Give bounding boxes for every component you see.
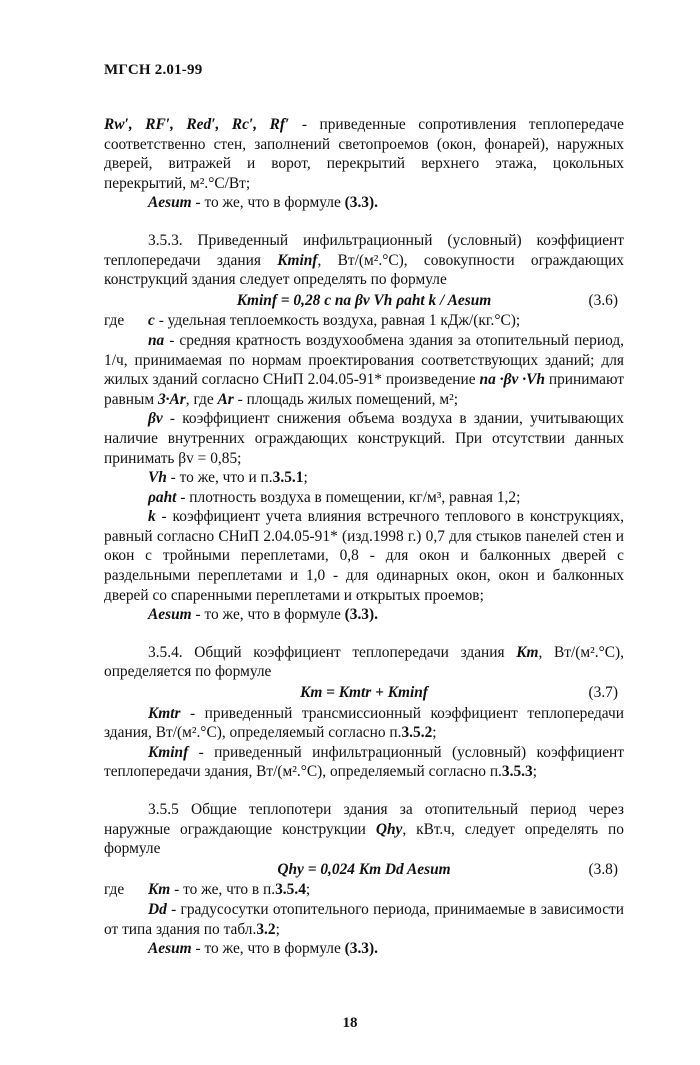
kinf-symbol: Kminf <box>148 743 189 761</box>
formula-3-6 <box>104 291 624 311</box>
ktr-end: ; <box>432 724 437 742</box>
aesum-note-text: - то же, что в формуле <box>191 606 345 624</box>
km-symbol: Km <box>516 643 539 661</box>
formula-ref: (3.3). <box>344 194 378 212</box>
na-text-2: принимают равным <box>104 371 624 408</box>
ktr-ref: 3.5.2 <box>401 724 433 742</box>
section-text-2: , кВт.ч, следует определять по формуле <box>104 820 624 858</box>
formula-text: Kminf = 0,28 c na βv Vh ρaht k / Aesum <box>236 291 492 309</box>
resistances-paragraph <box>104 115 624 193</box>
section-text: Общие теплопотери здания за отопительный период через наружные ограждающие конструкции <box>104 801 624 838</box>
formula-3-7 <box>104 683 624 703</box>
vh-symbol: Vh <box>148 469 167 487</box>
resistance-symbols: Rw′, RF′, Red′, Rc′, Rf′ <box>104 116 290 133</box>
rho-text: - плотность воздуха в помещении, кг/м³, равная 1,2; <box>176 488 521 506</box>
km-end: ; <box>305 881 311 899</box>
formula-ref: (3.3). <box>344 940 378 958</box>
section-number: 3.5.5 <box>148 801 179 818</box>
section-number: 3.5.3. <box>148 231 183 249</box>
section-text-2: , Вт/(м².°С), определяется по формуле <box>104 643 624 681</box>
k-text: - коэффициент учета влияния встречного теплового в конструкциях, равный согласно СНиП 2.04.05-91* (изд.1998 г.) 0,7 для стыков панелей стен и окон с тройными переплетами, 0,8 - для окон и балконных дверей с раздельными переплетами и 1,0 - для одинарных окон, окон и балконных дверей со спаренными переплетами и открытых проемов; <box>104 508 624 604</box>
dd-definition <box>104 900 624 939</box>
ktr-text: - приведенный трансмиссионный коэффициент теплопередачи здания, Вт/(м².°С), определяемый согласно п. <box>104 704 624 742</box>
vh-ref: 3.5.1 <box>272 469 304 487</box>
na-product: na ·βv ·Vh <box>479 371 545 389</box>
beta-symbol: βv <box>148 410 163 428</box>
vh-text: - то же, что и п. <box>166 469 273 487</box>
k-definition <box>104 507 624 605</box>
ar-equation: 3·Ar <box>157 390 186 408</box>
na-text-3: , где <box>185 390 218 408</box>
where-label: где <box>104 881 125 899</box>
ktr-definition <box>104 704 624 743</box>
dd-end: ; <box>275 920 280 938</box>
section-3-5-3-intro <box>104 231 624 290</box>
aesum-symbol: Aesum <box>148 606 192 624</box>
section-text: Приведенный инфильтрационный (условный) коэффициент теплопередачи здания <box>104 231 624 269</box>
aesum-note <box>104 193 624 213</box>
na-symbol: na <box>148 331 165 349</box>
kminf-symbol: Kminf <box>277 251 318 269</box>
formula-text: Qhy = 0,024 Km Dd Aesum <box>277 860 451 878</box>
na-text-4: - площадь жилых помещений, м²; <box>233 390 458 408</box>
kinf-ref: 3.5.3 <box>501 763 533 781</box>
kinf-end: ; <box>532 763 537 781</box>
dd-ref: 3.2 <box>256 920 276 938</box>
c-text: - удельная теплоемкость воздуха, равная 1 кДж/(кг.°С); <box>154 312 521 330</box>
km-text: - то же, что в п. <box>170 881 276 899</box>
aesum-symbol: Aesum <box>148 194 192 212</box>
formula-3-8 <box>104 860 624 880</box>
rho-definition <box>104 488 624 508</box>
beta-definition <box>104 409 624 468</box>
formula-ref: (3.3). <box>344 606 378 624</box>
km-ref: 3.5.4 <box>275 881 306 899</box>
equation-number: (3.7) <box>588 684 618 702</box>
aesum-note-text: - то же, что в формуле <box>191 194 345 212</box>
kinf-definition <box>104 743 624 782</box>
km-definition <box>104 880 624 900</box>
document-code: МГСН 2.01-99 <box>104 62 203 78</box>
aesum-note-2 <box>104 605 624 625</box>
page-number: 18 <box>342 1015 358 1031</box>
aesum-note-3 <box>104 939 624 959</box>
vh-definition <box>104 468 624 488</box>
na-definition <box>104 331 624 409</box>
section-number: 3.5.4. <box>148 643 183 661</box>
ktr-symbol: Kmtr <box>148 704 181 722</box>
where-label: где <box>104 312 125 330</box>
beta-text: - коэффициент снижения объема воздуха в здании, учитывающих наличие внутренних ограждающих конструкций. При отсутствии данных принимать βv = 0,85; <box>104 410 624 467</box>
resistance-description: теплопередаче соответственно стен, заполнений светопроемов (окон, фонарей), наружных дверей, витражей и ворот, перекрытий верхнего этажа, цокольных перекрытий, м².°С/Вт; <box>104 116 624 192</box>
section-text: Общий коэффициент теплопередачи здания <box>182 643 517 661</box>
kinf-text: - приведенный инфильтрационный (условный) коэффициент теплопередачи здания, Вт/(м².°С), определяемый согласно п. <box>104 743 624 781</box>
resistance-tail: - приведенные сопротивления <box>301 116 517 133</box>
section-3-5-5-intro <box>104 800 624 859</box>
na-text: - средняя кратность воздухообмена здания за отопительный период, 1/ч, принимаемая по нормам проектирования соответствующих зданий; для жилых зданий согласно СНиП 2.04.05-91* произведение <box>104 331 624 389</box>
ar-symbol: Ar <box>217 390 234 408</box>
section-3-5-4-intro <box>104 643 624 682</box>
aesum-note-text: - то же, что в формуле <box>191 940 345 958</box>
c-definition <box>104 311 624 331</box>
formula-text: Km = Kmtr + Kminf <box>300 684 428 702</box>
dd-symbol: Dd <box>148 900 167 918</box>
k-symbol: k <box>148 508 156 526</box>
page-body <box>104 115 624 959</box>
dd-text: - градусосутки отопительного периода, принимаемые в зависимости от типа здания по табл. <box>104 900 624 938</box>
c-symbol: c <box>148 312 155 330</box>
km-symbol: Km <box>148 881 171 899</box>
rho-symbol: ρaht <box>148 488 177 506</box>
section-text-2: , Вт/(м².°С), совокупности ограждающих конструкций здания следует определять по формуле <box>104 251 625 289</box>
equation-number: (3.6) <box>588 291 618 309</box>
equation-number: (3.8) <box>588 860 618 878</box>
aesum-symbol: Aesum <box>148 940 192 958</box>
vh-end: ; <box>303 469 308 487</box>
qhy-symbol: Qhy <box>375 820 403 838</box>
